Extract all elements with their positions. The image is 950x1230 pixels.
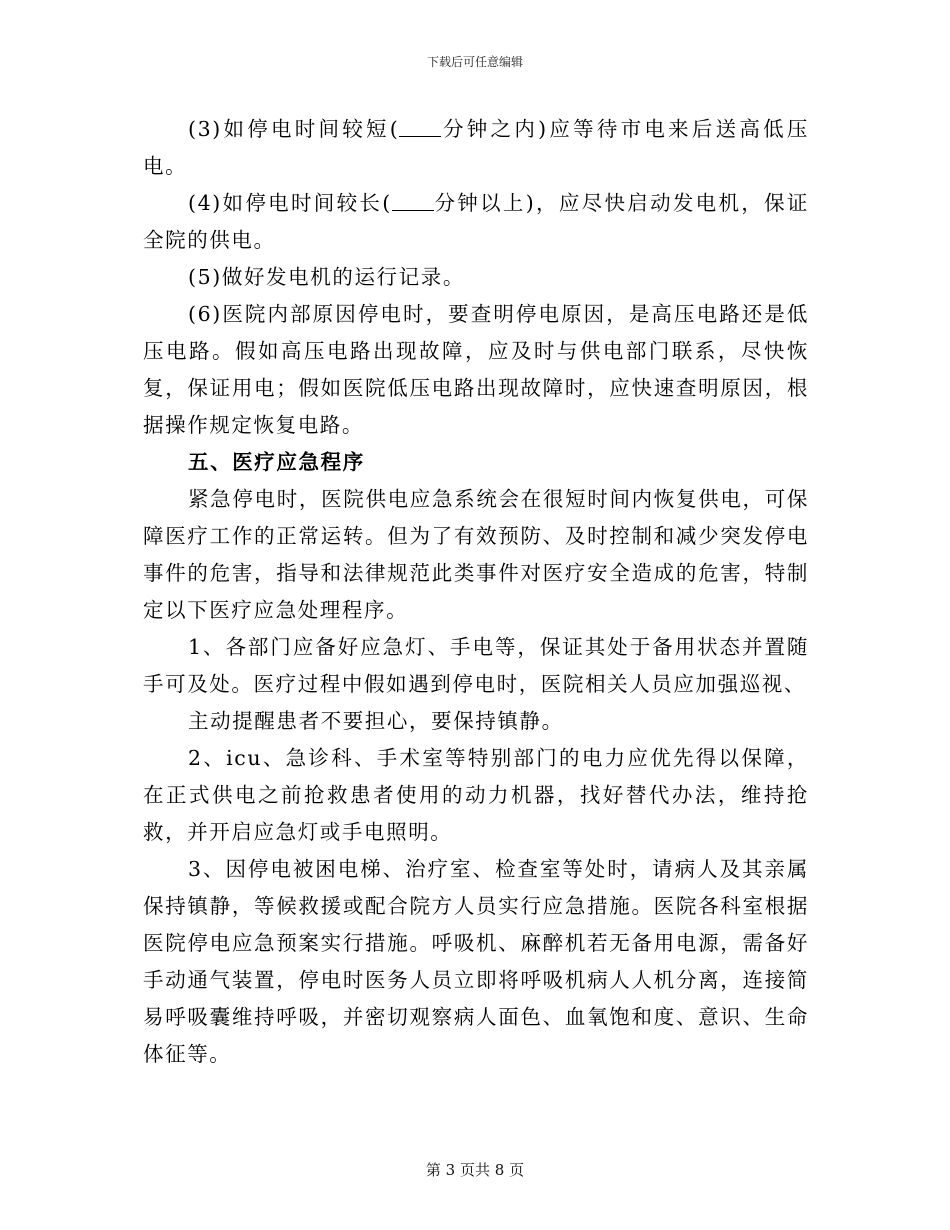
list-item-3: 3、因停电被困电梯、治疗室、检查室等处时，请病人及其亲属保持镇静，等候救援或配合院方人员实行应急措施。医院各科室根据医院停电应急预案实行措施。呼吸机、麻醉机若无备用电源，需备好手动通气装置，停电时医务人员立即将呼吸机病人人机分离，连接简易呼吸囊维持呼吸，并密切观察病人面色、血氧饱和度、意识、生命体征等。	[143, 857, 809, 1066]
list-item-1: 1、各部门应备好应急灯、手电等，保证其处于备用状态并置随手可及处。医疗过程中假如遇到停电时，医院相关人员应加强巡视、	[143, 635, 809, 696]
page-footer: 第 3 页共 8 页	[425, 1161, 525, 1179]
document-body	[143, 111, 809, 1073]
paragraph-item-3	[143, 111, 809, 185]
paragraph-item-5: (5)做好发电机的运行记录。	[188, 265, 465, 289]
section-heading-5: 五、医疗应急程序	[188, 450, 365, 474]
list-item-2: 2、icu、急诊科、手术室等特别部门的电力应优先得以保障，在正式供电之前抢救患者使用的动力机器，找好替代办法，维持抢救，并开启应急灯或手电照明。	[143, 746, 809, 844]
fill-in-blank	[392, 192, 434, 211]
fill-in-blank	[399, 118, 441, 137]
page-header: 下载后可任意编辑	[426, 55, 523, 69]
paragraph-item-4	[143, 185, 809, 259]
paragraph-item-4-start: (4)如停电时间较长(	[188, 191, 392, 215]
intro-paragraph: 紧急停电时，医院供电应急系统会在很短时间内恢复供电，可保障医疗工作的正常运转。但为了有效预防、及时控制和减少突发停电事件的危害，指导和法律规范此类事件对医疗安全造成的危害，特制定以下医疗应急处理程序。	[143, 487, 809, 622]
paragraph-item-6: (6)医院内部原因停电时，要查明停电原因，是高压电路还是低压电路。假如高压电路出现故障，应及时与供电部门联系，尽快恢复，保证用电；假如医院低压电路出现故障时，应快速查明原因，根据操作规定恢复电路。	[143, 302, 809, 437]
list-item-1-continued: 主动提醒患者不要担心，要保持镇静。	[188, 709, 564, 733]
paragraph-item-3-start: (3)如停电时间较短(	[188, 117, 400, 141]
paragraph-item-3-end: 分钟之内)应等待市电来后送高低压电。	[143, 117, 809, 178]
paragraph-item-4-end: 分钟以上)，应尽快启动发电机，保证全院的供电。	[143, 191, 809, 252]
